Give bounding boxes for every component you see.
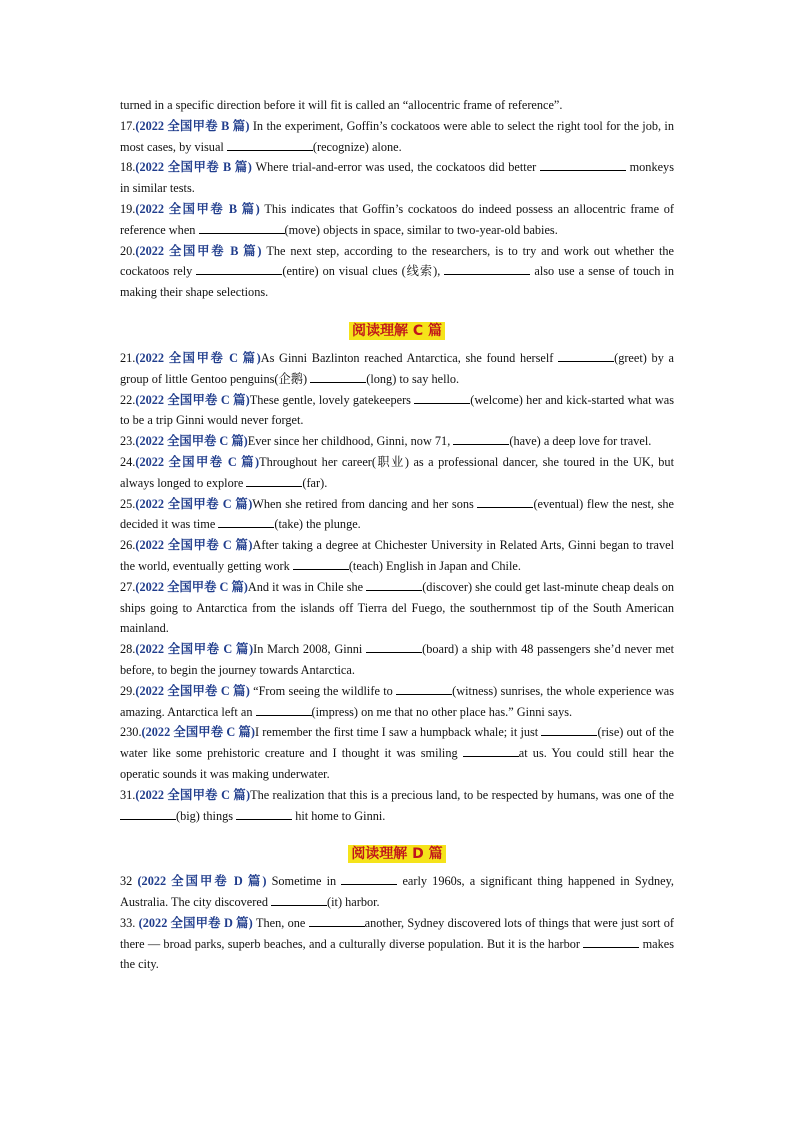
question-27: 27.(2022 全国甲卷 C 篇)And it was in Chile she (discover) she could get last-minute cheap deals on ships going to Antarctica from the islands off Tierra del Fuego, the southernmost tip of the South American mainland. xyxy=(120,577,674,639)
answer-blank[interactable] xyxy=(196,261,282,275)
question-29: 29.(2022 全国甲卷 C 篇) “From seeing the wildlife to (witness) sunrises, the whole experience was amazing. Antarctica left an (impress) on me that no other place has.” Ginni says. xyxy=(120,681,674,723)
section-b xyxy=(120,95,674,303)
source-tag: (2022 全国甲卷 C 篇) xyxy=(135,683,250,698)
answer-blank[interactable] xyxy=(396,681,452,695)
question-23: 23.(2022 全国甲卷 C 篇)Ever since her childhood, Ginni, now 71, (have) a deep love for travel. xyxy=(120,431,674,452)
answer-blank[interactable] xyxy=(583,934,639,948)
question-17: 17.(2022 全国甲卷 B 篇) In the experiment, Goffin’s cockatoos were able to select the right tool for the job, in most cases, by visual (recognize) alone. xyxy=(120,118,674,154)
question-30: 230.(2022 全国甲卷 C 篇)I remember the first time I saw a humpback whale; it just (rise) out of the water like some prehistoric creature and I thought it was smiling at us. You could still hear the operatic sounds it was making underwater. xyxy=(120,722,674,784)
source-tag: (2022 全国甲卷 D 篇) xyxy=(138,915,253,930)
source-tag: (2022 全国甲卷 C 篇) xyxy=(135,454,260,469)
question-18: 18.(2022 全国甲卷 B 篇) Where trial-and-error was used, the cockatoos did better monkeys in similar tests. xyxy=(120,157,674,199)
question-20: 20.(2022 全国甲卷 B 篇) The next step, according to the researchers, is to try and work out whether the cockatoos rely (entire) on visual clues (线索), also use a sense of touch in making their shape selections. xyxy=(120,243,675,300)
answer-blank[interactable] xyxy=(227,137,313,151)
question-33: 33. (2022 全国甲卷 D 篇) Then, one another, Sydney discovered lots of things that were just sort of there — broad parks, superb beaches, and a culturally diverse population. But it is the harbor makes the city. xyxy=(120,913,674,975)
section-c xyxy=(120,348,674,826)
answer-blank[interactable] xyxy=(218,514,274,528)
continuation-line: turned in a specific direction before it will fit is called an “allocentric frame of reference”. xyxy=(120,98,563,112)
source-tag: (2022 全国甲卷 B 篇) xyxy=(135,160,252,175)
answer-blank[interactable] xyxy=(463,743,519,757)
question-22: 22.(2022 全国甲卷 C 篇)These gentle, lovely gatekeepers (welcome) her and kick-started what was to be a trip Ginni would never forget. xyxy=(120,390,674,432)
source-tag: (2022 全国甲卷 C 篇) xyxy=(135,496,253,511)
answer-blank[interactable] xyxy=(444,261,530,275)
question-31: 31.(2022 全国甲卷 C 篇)The realization that this is a precious land, to be respected by humans, was one of the (big) things hit home to Ginni. xyxy=(120,787,674,823)
source-tag: (2022 全国甲卷 C 篇) xyxy=(135,787,251,802)
answer-blank[interactable] xyxy=(246,473,302,487)
answer-blank[interactable] xyxy=(309,913,365,927)
source-tag: (2022 全国甲卷 B 篇) xyxy=(135,118,250,133)
source-tag: (2022 全国甲卷 B 篇) xyxy=(135,243,262,258)
section-heading-c: 阅读理解 C 篇 xyxy=(120,320,674,342)
answer-blank[interactable] xyxy=(199,220,285,234)
question-24: 24.(2022 全国甲卷 C 篇)Throughout her career(职业) as a professional dancer, she toured in the UK, but always longed to explore (far). xyxy=(120,454,674,490)
answer-blank[interactable] xyxy=(541,722,597,736)
question-32: 32 (2022 全国甲卷 D 篇) Sometime in early 1960s, a significant thing happened in Sydney, Australia. The city discovered (it) harbor. xyxy=(120,871,674,913)
answer-blank[interactable] xyxy=(558,348,614,362)
answer-blank[interactable] xyxy=(540,157,626,171)
answer-blank[interactable] xyxy=(414,390,470,404)
source-tag: (2022 全国甲卷 C 篇) xyxy=(135,642,254,657)
source-tag: (2022 全国甲卷 C 篇) xyxy=(135,350,261,365)
question-26: 26.(2022 全国甲卷 C 篇)After taking a degree at Chichester University in Related Arts, Ginni began to travel the world, eventually getting work (teach) English in Japan and Chile. xyxy=(120,538,674,573)
source-tag: (2022 全国甲卷 D 篇) xyxy=(137,874,267,889)
section-heading-d: 阅读理解 D 篇 xyxy=(120,843,674,865)
source-tag: (2022 全国甲卷 C 篇) xyxy=(135,392,250,407)
source-tag: (2022 全国甲卷 C 篇) xyxy=(135,579,248,594)
question-21: 21.(2022 全国甲卷 C 篇)As Ginni Bazlinton reached Antarctica, she found herself (greet) by a group of little Gentoo penguins(企鹅) (long) to say hello. xyxy=(120,348,674,390)
answer-blank[interactable] xyxy=(271,892,327,906)
source-tag: (2022 全国甲卷 C 篇) xyxy=(135,434,248,449)
question-19: 19.(2022 全国甲卷 B 篇) This indicates that Goffin’s cockatoos do indeed possess an allocentric frame of reference when (move) objects in space, similar to two-year-old babies. xyxy=(120,201,674,237)
question-28: 28.(2022 全国甲卷 C 篇)In March 2008, Ginni (board) a ship with 48 passengers she’d never met before, to begin the journey towards Antarctica. xyxy=(120,639,674,681)
answer-blank[interactable] xyxy=(366,577,422,591)
source-tag: (2022 全国甲卷 B 篇) xyxy=(135,201,260,216)
answer-blank[interactable] xyxy=(341,871,397,885)
answer-blank[interactable] xyxy=(453,431,509,445)
answer-blank[interactable] xyxy=(310,369,366,383)
answer-blank[interactable] xyxy=(120,806,176,820)
answer-blank[interactable] xyxy=(366,639,422,653)
answer-blank[interactable] xyxy=(236,806,292,820)
section-d xyxy=(120,871,674,975)
source-tag: (2022 全国甲卷 C 篇) xyxy=(135,538,253,553)
answer-blank[interactable] xyxy=(256,702,312,716)
document-page xyxy=(120,95,674,975)
source-tag: (2022 全国甲卷 C 篇) xyxy=(141,725,255,740)
answer-blank[interactable] xyxy=(477,494,533,508)
answer-blank[interactable] xyxy=(293,556,349,570)
question-25: 25.(2022 全国甲卷 C 篇)When she retired from dancing and her sons (eventual) flew the nest, she decided it was time (take) the plunge. xyxy=(120,494,674,536)
